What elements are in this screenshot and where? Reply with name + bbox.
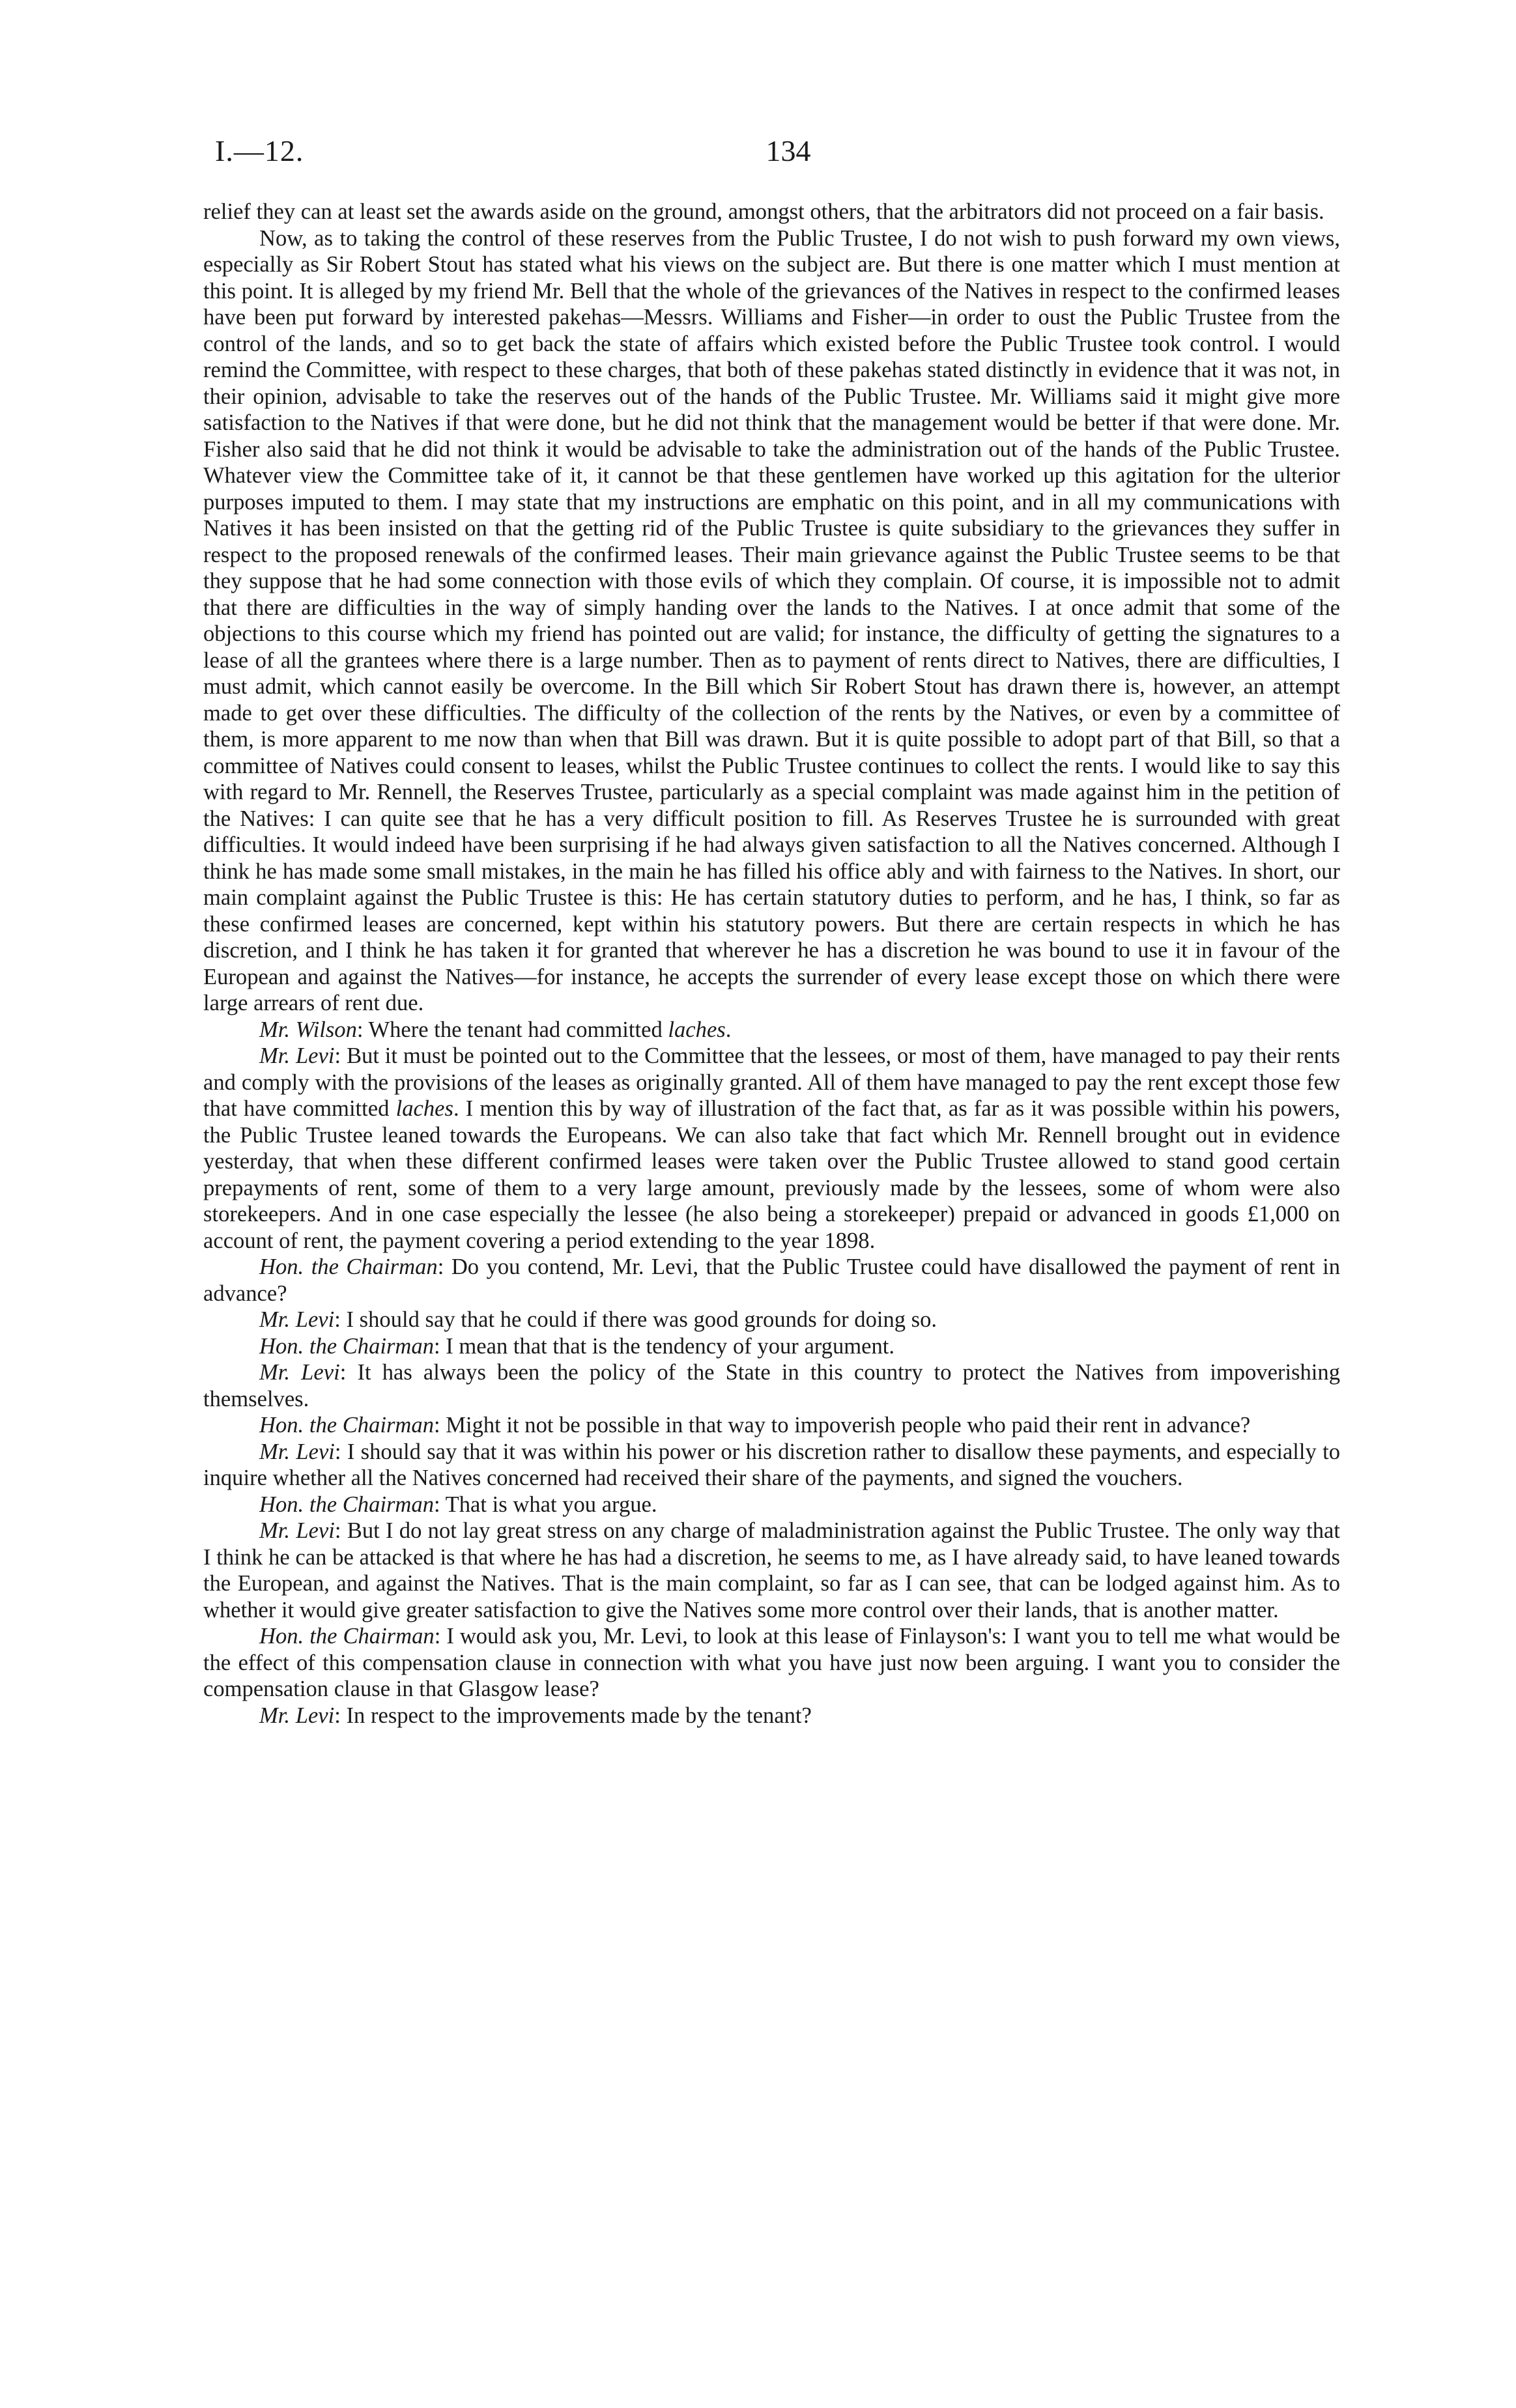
- speech-text: Might it not be possible in that way to impoverish people who paid their rent in advance?: [446, 1413, 1251, 1438]
- speech-text: I should say that he could if there was good grounds for doing so.: [346, 1307, 937, 1332]
- speech-text: But I do not lay great stress on any charge of maladministration against the Public Trustee. The only way that I think he can be attacked is that where he has had a discretion, he seems to me, as I have already said, to have leaned towards the European, and against the Natives. That is the main complaint, so far as I can see, that can be lodged against him. As to whether it would give greater satisfaction to give the Natives some more control over their lands, that is another matter.: [203, 1518, 1340, 1622]
- dialogue-entry: Hon. the Chairman: That is what you argue.: [259, 1492, 657, 1517]
- speaker-name: Hon. the Chairman: [259, 1413, 434, 1438]
- paragraph-text: Now, as to taking the control of these reserves from the Public Trustee, I do not wish to push forward my own views, especially as Sir Robert Stout has stated what his views on the subject are. But there is one matter which I must mention at this point. It is alleged by my friend Mr. Bell that the whole of the grievances of the Natives in respect to the confirmed leases have been put forward by interested pakehas—Messrs. Williams and Fisher—in order to oust the Public Trustee from the control of the lands, and so to get back the state of affairs which existed before the Public Trustee took control. I would remind the Committee, with respect to these charges, that both of these pakehas stated distinctly in evidence that it was not, in their opinion, advisable to take the reserves out of the hands of the Public Trustee. Mr. Williams said it might give more satisfaction to the Natives if that were done, but he did not think that the management would be better if that were done. Mr. Fisher also said that he did not think it would be advisable to take the administration out of the hands of the Public Trustee. Whatever view the Committee take of it, it cannot be that these gentlemen have worked up this agitation for the ulterior purposes imputed to them. I may state that my instructions are emphatic on this point, and in all my communications with Natives it has been insisted on that the getting rid of the Public Trustee is quite subsidiary to the grievances they suffer in respect to the proposed renewals of the confirmed leases. Their main grievance against the Public Trustee seems to be that they suppose that he had some connection with those evils of which they complain. Of course, it is impossible not to admit that there are difficulties in the way of simply handing over the lands to the Natives. I at once admit that some of the objections to this course which my friend has pointed out are valid; for instance, the difficulty of getting the signatures to a lease of all the grantees where there is a large number. Then as to payment of rents direct to Natives, there are difficulties, I must admit, which cannot easily be overcome. In the Bill which Sir Robert Stout has drawn there is, however, an attempt made to get over these difficulties. The difficulty of the collection of the rents by the Natives, or even by a committee of them, is more apparent to me now than when that Bill was drawn. But it is quite possible to adopt part of that Bill, so that a committee of Natives could consent to leases, whilst the Public Trustee continues to collect the rents. I would like to say this with regard to Mr. Rennell, the Reserves Trustee, particularly as a special complaint was made against him in the petition of the Natives: I can quite see that he has a very difficult position to fill. As Reserves Trustee he is surrounded with great difficulties. It would indeed have been surprising if he had always given satisfaction to all the Natives concerned. Although I think he has made some small mistakes, in the main he has filled his office ably and with fairness to the Natives. In short, our main complaint against the Public Trustee is this: He has certain statutory duties to perform, and he has, I think, so far as these confirmed leases are concerned, kept within his statutory powers. But there are certain respects in which he has discretion, and I think he has taken it for granted that wherever he has a discretion he was bound to use it in favour of the European and against the Natives—for instance, he accepts the surrender of every lease except those on which there were large arrears of rent due.: [203, 225, 1340, 1015]
- dialogue-entry: Mr. Levi: I should say that he could if there was good grounds for doing so.: [259, 1307, 937, 1332]
- dialogue-entry: Mr. Levi: I should say that it was within his power or his discretion rather to disallow these payments, and especially to inquire whether all the Natives concerned had received their share of the payments, and signed the vouchers.: [203, 1439, 1340, 1490]
- paragraph: [203, 199, 1340, 225]
- speaker-name: Hon. the Chairman: [259, 1333, 434, 1359]
- dialogue-entry: Mr. Levi: But it must be pointed out to the Committee that the lessees, or most of them, have managed to pay their rents and comply with the provisions of the leases as originally granted. All of them have managed to pay the rent except those few that have committed laches. I mention this by way of illustration of the fact that, as far as it was possible within his powers, the Public Trustee leaned towards the Europeans. We can also take that fact which Mr. Rennell brought out in evidence yesterday, that when these different confirmed leases were taken over the Public Trustee allowed to stand good certain prepayments of rent, some of them to a very large amount, previously made by the lessees, some of whom were also storekeepers. And in one case especially the lessee (he also being a storekeeper) prepaid or advanced in goods £1,000 on account of rent, the payment covering a period extending to the year 1898.: [203, 1043, 1340, 1253]
- page-header: [215, 134, 1323, 186]
- emphasis-text: laches: [668, 1017, 726, 1042]
- speech-text: But it must be pointed out to the Committee that the lessees, or most of them, have managed to pay their rents and comply with the provisions of the leases as originally granted. All of them have managed to pay the rent except those few that have committed: [203, 1043, 1340, 1121]
- speech-text: Where the tenant had committed: [368, 1017, 668, 1042]
- speech-text: In respect to the improvements made by the tenant?: [346, 1703, 812, 1728]
- speaker-name: Mr. Levi: [259, 1307, 335, 1332]
- speech-text: I would ask you, Mr. Levi, to look at this lease of Finlayson's: I want you to tell me what would be the effect of this compensation clause in connection with what you have just now been arguing. I want you to consider the compensation clause in that Glasgow lease?: [203, 1624, 1340, 1701]
- speaker-name: Mr. Levi: [259, 1703, 335, 1728]
- page-number: 134: [765, 134, 811, 167]
- dialogue-entry: Hon. the Chairman: I would ask you, Mr. Levi, to look at this lease of Finlayson's: I want you to tell me what would be the effect of this compensation clause in connection with what you have just now been arguing. I want you to consider the compensation clause in that Glasgow lease?: [203, 1624, 1340, 1701]
- speaker-name: Hon. the Chairman: [259, 1254, 438, 1279]
- speech-text: . I mention this by way of illustration of the fact that, as far as it was possible within his powers, the Public Trustee leaned towards the Europeans. We can also take that fact which Mr. Rennell brought out in evidence yesterday, that when these different confirmed leases were taken over the Public Trustee allowed to stand good certain prepayments of rent, some of them to a very large amount, previously made by the lessees, some of whom were also storekeepers. And in one case especially the lessee (he also being a storekeeper) prepaid or advanced in goods £1,000 on account of rent, the payment covering a period extending to the year 1898.: [203, 1096, 1340, 1253]
- speaker-name: Mr. Wilson: [259, 1017, 357, 1042]
- dialogue-entry: Mr. Levi: In respect to the improvements made by the tenant?: [259, 1703, 812, 1728]
- speaker-name: Hon. the Chairman: [259, 1624, 435, 1649]
- dialogue-entry: Mr. Levi: But I do not lay great stress on any charge of maladministration against the Public Trustee. The only way that I think he can be attacked is that where he has had a discretion, he seems to me, as I have already said, to have leaned towards the European, and against the Natives. That is the main complaint, so far as I can see, that can be lodged against him. As to whether it would give greater satisfaction to give the Natives some more control over their lands, that is another matter.: [203, 1518, 1340, 1622]
- dialogue-entry: Hon. the Chairman: Do you contend, Mr. Levi, that the Public Trustee could have disallowed the payment of rent in advance?: [203, 1254, 1340, 1306]
- speaker-name: Mr. Levi: [259, 1360, 340, 1385]
- dialogue-entry: Mr. Levi: It has always been the policy of the State in this country to protect the Natives from impoverishing themselves.: [203, 1360, 1340, 1411]
- paragraph: [203, 225, 1340, 1017]
- speech-text: It has always been the policy of the State in this country to protect the Natives from impoverishing themselves.: [203, 1360, 1340, 1411]
- body-text: [203, 199, 1340, 1729]
- speaker-name: Mr. Levi: [259, 1518, 335, 1543]
- speech-text: Do you contend, Mr. Levi, that the Public Trustee could have disallowed the payment of rent in advance?: [203, 1254, 1340, 1306]
- speech-text: I should say that it was within his power or his discretion rather to disallow these payments, and especially to inquire whether all the Natives concerned had received their share of the payments, and signed the vouchers.: [203, 1439, 1340, 1490]
- document-reference: I.—12.: [215, 134, 304, 167]
- paragraph-text: relief they can at least set the awards aside on the ground, amongst others, that the arbitrators did not proceed on a fair basis.: [203, 199, 1324, 224]
- dialogue-entry: Hon. the Chairman: Might it not be possible in that way to impoverish people who paid their rent in advance?: [259, 1413, 1251, 1438]
- dialogue-entry: Hon. the Chairman: I mean that that is the tendency of your argument.: [259, 1333, 895, 1359]
- speech-text: .: [725, 1017, 732, 1042]
- dialogue-entry: Mr. Wilson: Where the tenant had committed laches.: [259, 1017, 732, 1042]
- speech-text: That is what you argue.: [445, 1492, 657, 1517]
- emphasis-text: laches: [395, 1096, 453, 1121]
- speaker-name: Mr. Levi: [259, 1439, 335, 1464]
- speech-text: I mean that that is the tendency of your argument.: [446, 1333, 895, 1359]
- speaker-name: Mr. Levi: [259, 1043, 335, 1068]
- speaker-name: Hon. the Chairman: [259, 1492, 434, 1517]
